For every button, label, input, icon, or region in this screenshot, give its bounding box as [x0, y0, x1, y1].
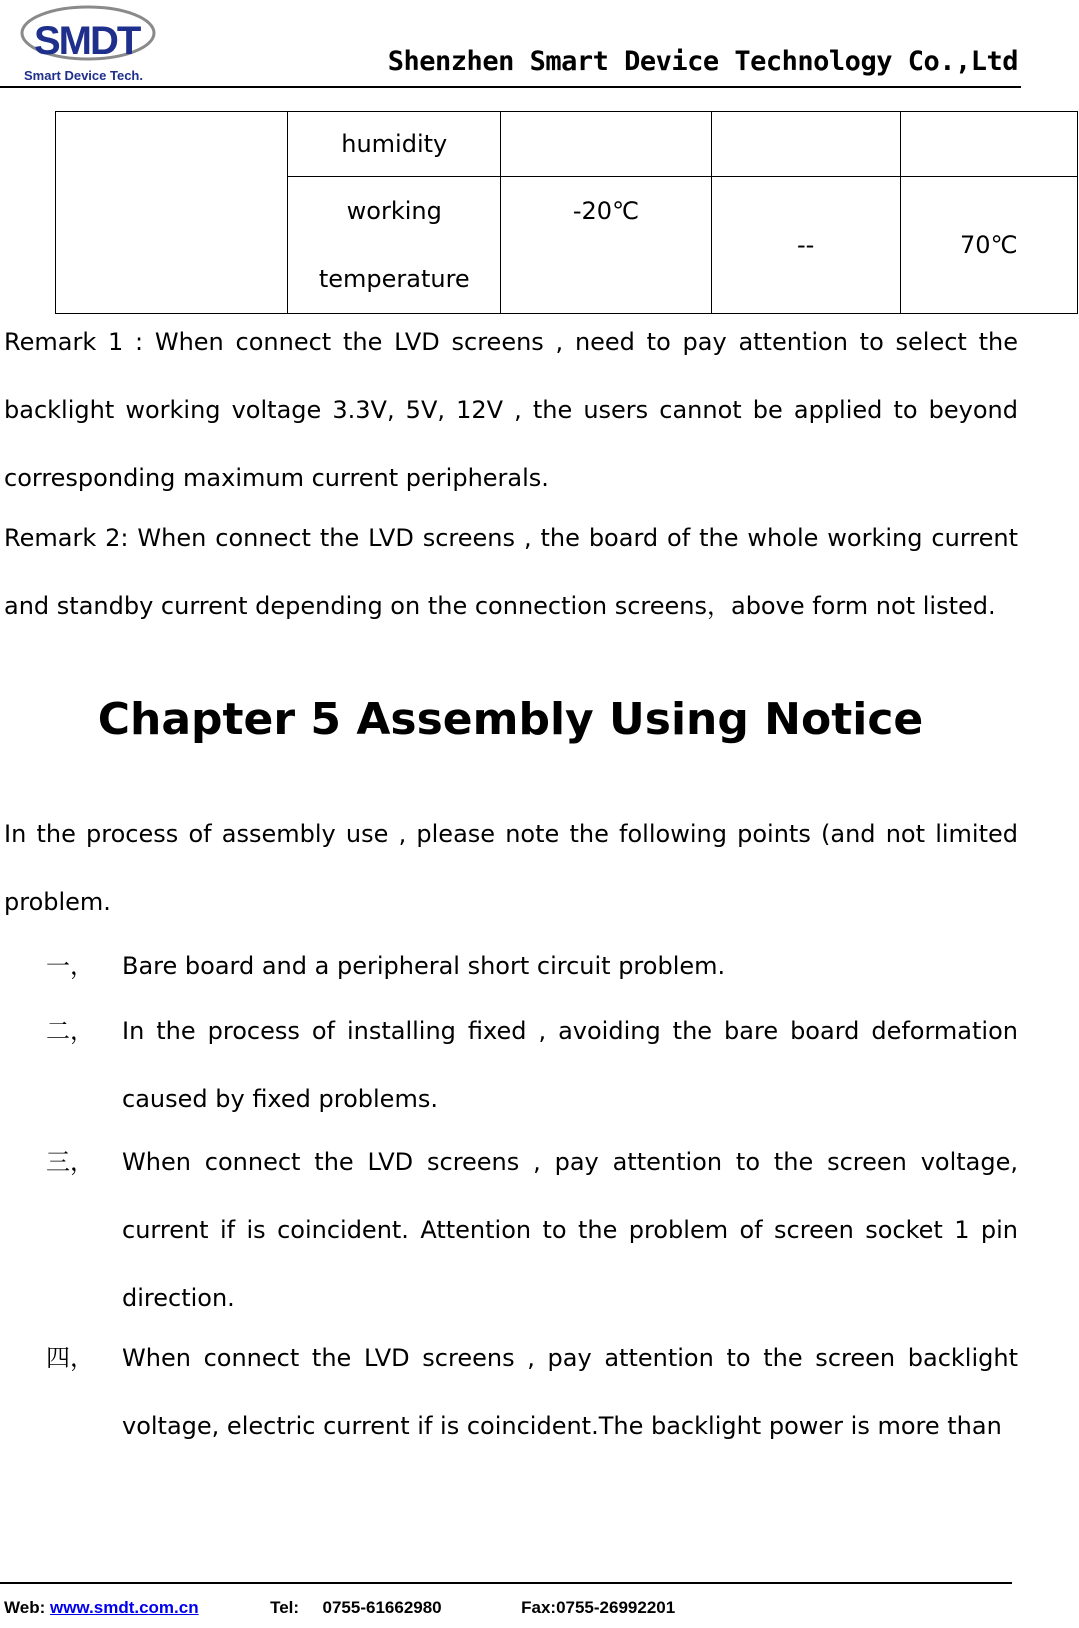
- table-cell-empty: [56, 112, 288, 314]
- tel-label: Tel:: [270, 1598, 300, 1617]
- table-cell-min: -20℃: [501, 177, 712, 314]
- item-line: Bare board and a peripheral short circuit problem.: [122, 952, 726, 980]
- company-name: Shenzhen Smart Device Technology Co.,Ltd: [387, 46, 1018, 77]
- item-number: 一，: [46, 952, 94, 980]
- company-logo: [18, 0, 168, 86]
- item-line: current if is coincident. Attention to the problem of screen socket 1 pin: [122, 1216, 1018, 1244]
- item-line: When connect the LVD screens , pay attention to the screen backlight: [122, 1344, 1018, 1372]
- item-line: voltage, electric current if is coincident.The backlight power is more than: [122, 1412, 1002, 1440]
- list-item: [122, 1128, 1018, 1332]
- remark-line: Remark 2: When connect the LVD screens , the board of the whole working current: [4, 524, 1018, 552]
- remark-line: and standby current depending on the connection screens，above form not listed.: [4, 592, 996, 620]
- remark-line: backlight working voltage 3.3V, 5V, 12V , the users cannot be applied to beyond: [4, 396, 1018, 424]
- footer: [4, 1598, 675, 1618]
- intro-line: In the process of assembly use , please note the following points (and not limited: [4, 820, 1018, 848]
- item-line: In the process of installing fixed , avoiding the bare board deformation: [122, 1017, 1018, 1045]
- table-cell-label: [288, 177, 501, 314]
- remark-line: Remark 1 : When connect the LVD screens , need to pay attention to select the: [4, 328, 1018, 356]
- item-number: 四，: [46, 1344, 94, 1372]
- table-cell-label: humidity: [288, 112, 501, 177]
- fax-number: Fax:0755-26992201: [521, 1598, 676, 1617]
- web-label: Web:: [4, 1598, 46, 1617]
- spec-table: [55, 111, 1078, 314]
- intro-paragraph: [4, 800, 1018, 936]
- table-cell: [711, 112, 900, 177]
- item-number: 三，: [46, 1148, 94, 1176]
- website-link[interactable]: www.smdt.com.cn: [49, 1598, 199, 1617]
- intro-line: problem.: [4, 888, 111, 916]
- table-cell: [501, 112, 712, 177]
- tel-number: 0755-61662980: [322, 1598, 442, 1617]
- item-number: 二，: [46, 1017, 94, 1045]
- item-line: caused by fixed problems.: [122, 1085, 438, 1113]
- chapter-title: Chapter 5 Assembly Using Notice: [97, 694, 924, 745]
- label-line: temperature: [318, 265, 470, 293]
- item-line: direction.: [122, 1284, 235, 1312]
- logo-subtitle: Smart Device Tech.: [24, 68, 143, 83]
- list-item: [122, 997, 1018, 1133]
- table-cell-max: 70℃: [900, 177, 1077, 314]
- remark-1: [4, 308, 1018, 512]
- table-cell: [900, 112, 1077, 177]
- remark-2: [4, 504, 1018, 640]
- footer-divider: [0, 1582, 1012, 1584]
- label-line: working: [346, 197, 442, 225]
- list-item: [122, 1324, 1018, 1460]
- remark-line: corresponding maximum current peripherals.: [4, 464, 549, 492]
- header-divider: [0, 86, 1021, 88]
- logo-text: SMDT: [34, 19, 140, 63]
- list-item: [122, 932, 1018, 1000]
- table-cell-typ: --: [711, 177, 900, 314]
- table-row: [56, 112, 1078, 177]
- item-line: When connect the LVD screens , pay attention to the screen voltage,: [122, 1148, 1018, 1176]
